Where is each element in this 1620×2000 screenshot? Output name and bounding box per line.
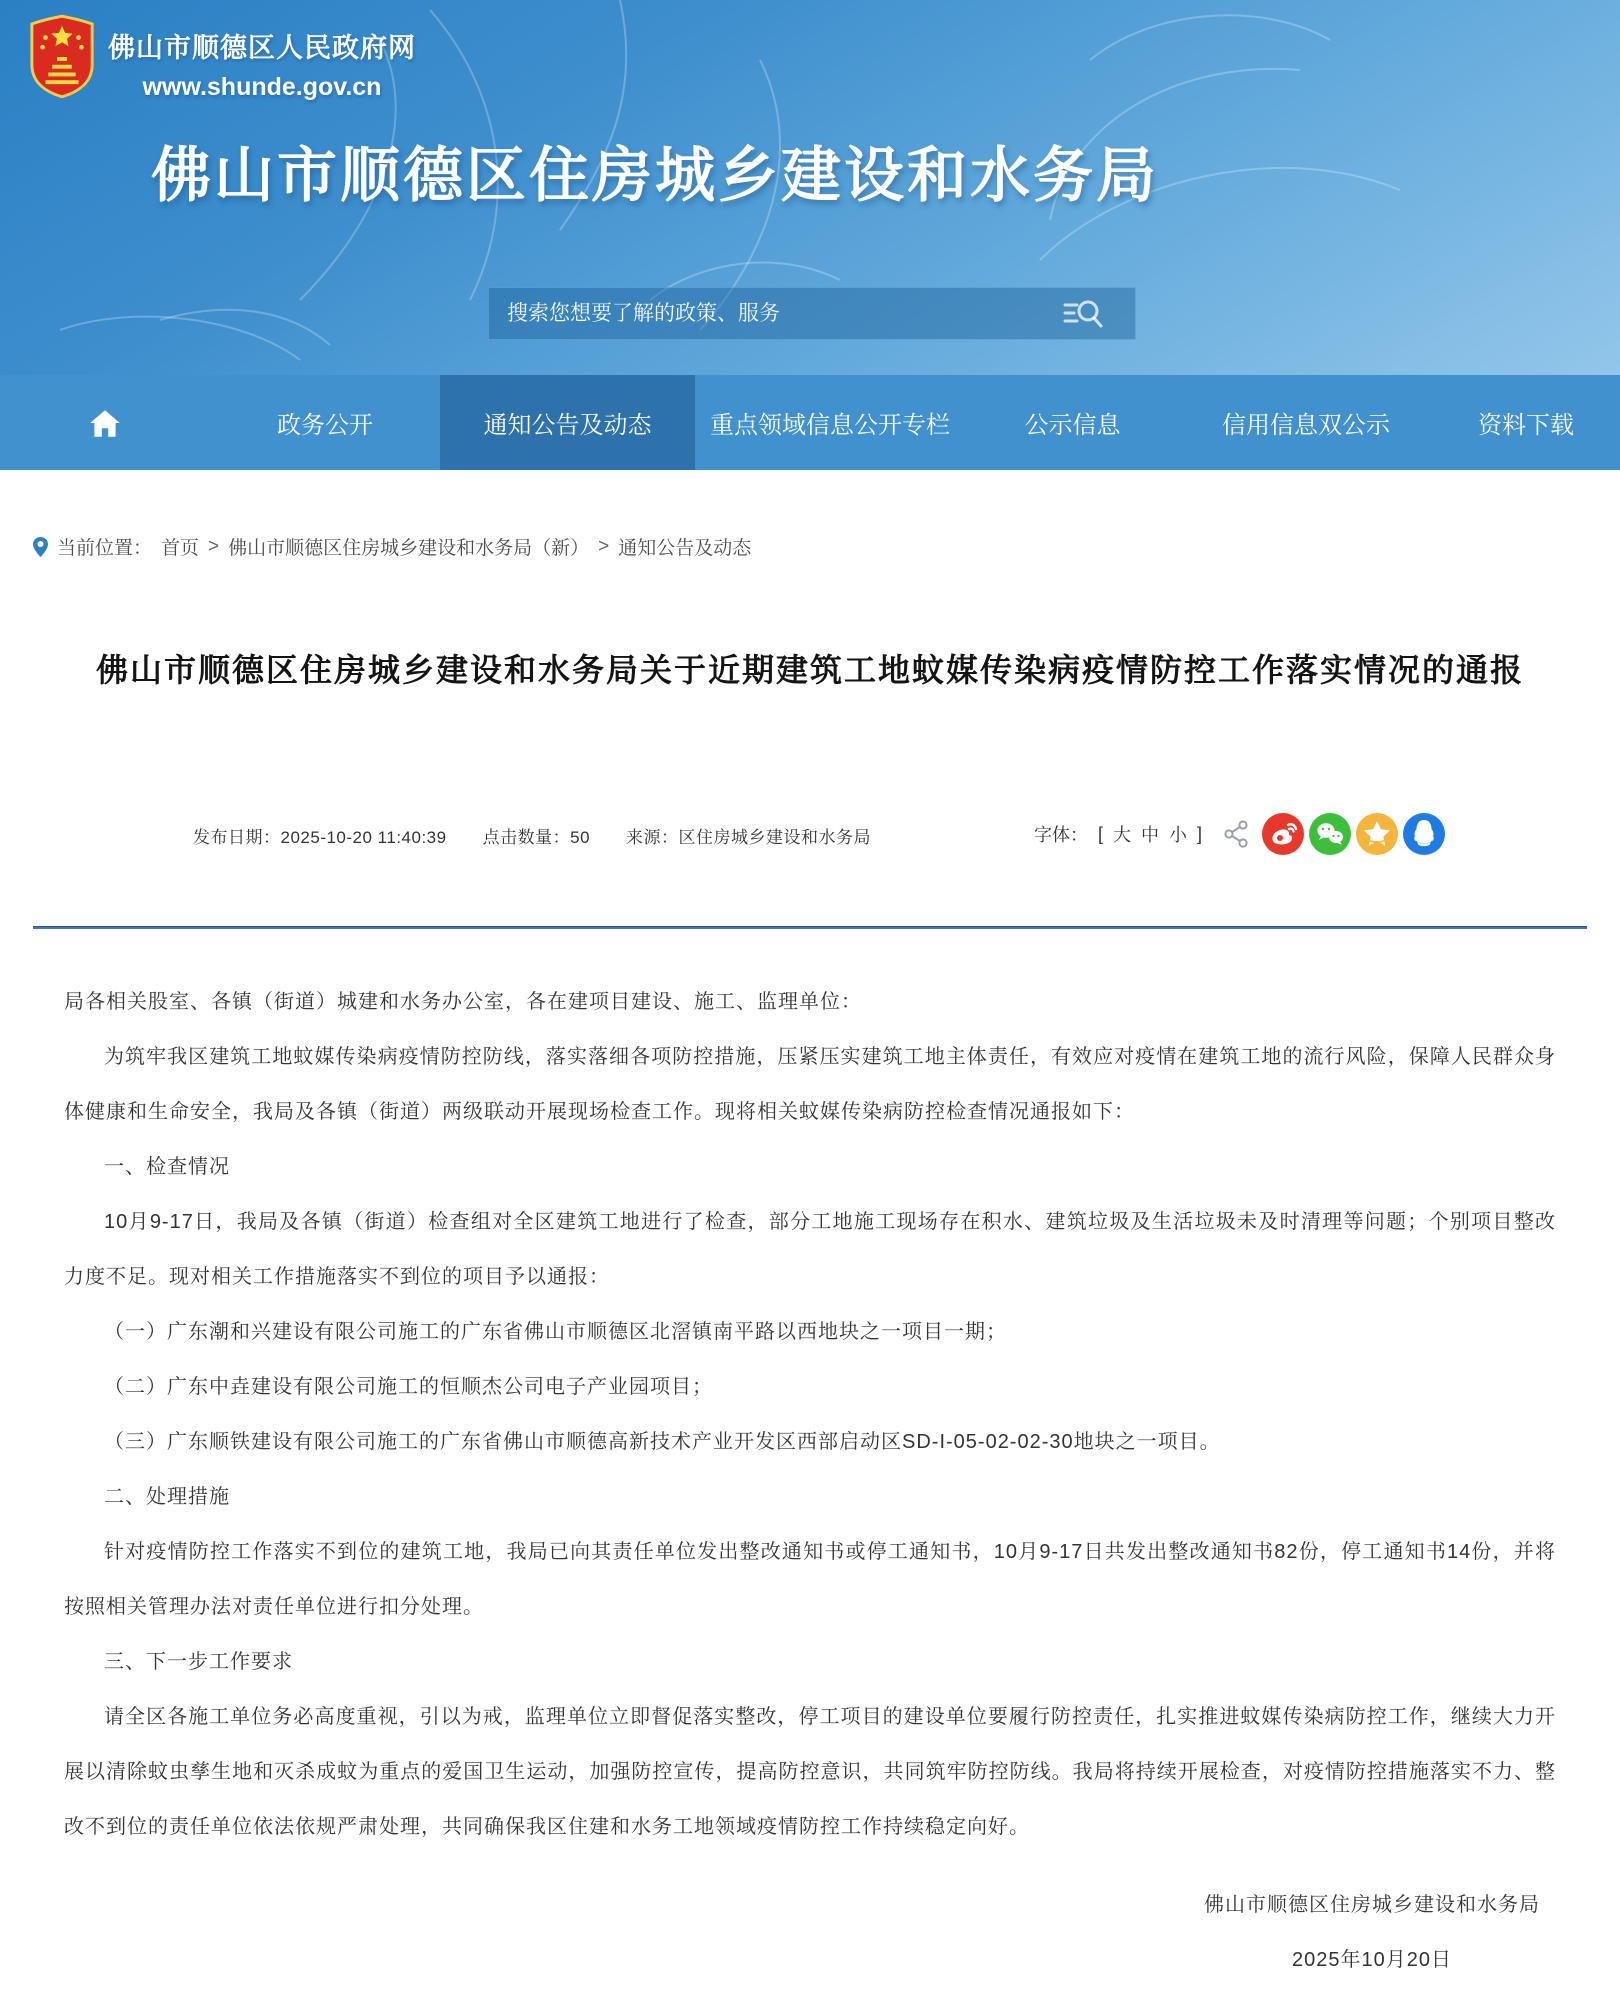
- site-identity: [108, 14, 416, 102]
- site-name: 佛山市顺德区人民政府网: [108, 33, 416, 63]
- site-url: www.shunde.gov.cn: [142, 73, 382, 101]
- article-section-heading: 一、检查情况: [104, 1156, 230, 1178]
- click-count-label: 点击数量：: [482, 828, 571, 847]
- click-count: [483, 823, 590, 848]
- font-bracket-close: ]: [1196, 823, 1202, 844]
- weibo-icon[interactable]: [1262, 813, 1304, 855]
- content-divider: [33, 926, 1587, 929]
- breadcrumb-separator: >: [598, 535, 610, 557]
- breadcrumb: [33, 533, 751, 560]
- home-icon: [87, 407, 123, 439]
- article-signature: [1188, 1878, 1556, 1988]
- signature-organization: 佛山市顺德区住房城乡建设和水务局: [1204, 1894, 1540, 1916]
- breadcrumb-home[interactable]: 首页: [161, 538, 200, 559]
- nav-item-notices-active[interactable]: 通知公告及动态: [440, 375, 695, 470]
- nav-item-public-info[interactable]: 公示信息: [1024, 412, 1121, 439]
- article-body: [64, 975, 1556, 1988]
- qq-icon[interactable]: [1403, 813, 1445, 855]
- site-logo[interactable]: [28, 14, 416, 102]
- article-section-heading: 二、处理措施: [104, 1486, 230, 1508]
- font-bracket-open: [: [1097, 823, 1103, 844]
- click-count-value: 50: [570, 828, 591, 847]
- department-banner-title: 佛山市顺德区住房城乡建设和水务局: [151, 142, 1159, 209]
- nav-item-gov-affairs[interactable]: 政务公开: [277, 412, 373, 439]
- font-size-large-button[interactable]: 大: [1112, 825, 1131, 845]
- source-label: 来源：: [626, 828, 679, 847]
- share-icon: [1223, 819, 1249, 849]
- font-size-label: 字体：: [1033, 825, 1088, 845]
- publish-date-label: 发布日期：: [193, 828, 281, 847]
- share-button[interactable]: [1221, 813, 1251, 855]
- nav-item-downloads[interactable]: 资料下载: [1478, 412, 1574, 439]
- article-tools: [1034, 812, 1445, 856]
- article-paragraph: 局各相关股室、各镇（街道）城建和水务办公室，各在建项目建设、施工、监理单位：: [64, 991, 862, 1013]
- article-paragraph: 为筑牢我区建筑工地蚊媒传染病疫情防控防线，落实落细各项防控措施，压紧压实建筑工地主体责任，有效应对疫情在建筑工地的流行风险，保障人民群众身体健康和生命安全，我局及各镇（街道）两级联动开展现场检查工作。现将相关蚊媒传染病防控检查情况通报如下：: [64, 1046, 1556, 1123]
- font-size-small-button[interactable]: 小: [1168, 825, 1187, 845]
- source-value: 区住房城乡建设和水务局: [678, 828, 872, 847]
- article-meta: [193, 823, 871, 848]
- breadcrumb-department[interactable]: 佛山市顺德区住房城乡建设和水务局（新）: [228, 538, 590, 559]
- search-box: [488, 287, 1136, 340]
- search-icon: [1061, 293, 1105, 335]
- article-list-item: （一）广东潮和兴建设有限公司施工的广东省佛山市顺德区北滘镇南平路以西地块之一项目一期；: [104, 1321, 1007, 1343]
- article-title: 佛山市顺德区住房城乡建设和水务局关于近期建筑工地蚊媒传染病疫情防控工作落实情况的通报: [95, 652, 1524, 689]
- article-list-item: （二）广东中垚建设有限公司施工的恒顺杰公司电子产业园项目；: [104, 1376, 713, 1398]
- nav-item-key-info[interactable]: 重点领域信息公开专栏: [710, 412, 950, 439]
- nav-item-home[interactable]: [0, 375, 210, 470]
- font-size-medium-button[interactable]: 中: [1140, 825, 1159, 845]
- main-navigation: [0, 375, 1620, 470]
- header-banner: [0, 0, 1620, 375]
- search-input[interactable]: [489, 288, 1049, 339]
- search-button[interactable]: [1061, 293, 1105, 335]
- article-paragraph: 针对疫情防控工作落实不到位的建筑工地，我局已向其责任单位发出整改通知书或停工通知书，10月9-17日共发出整改通知书82份，停工通知书14份，并将按照相关管理办法对责任单位进行扣分处理。: [64, 1541, 1556, 1618]
- article-paragraph: 请全区各施工单位务必高度重视，引以为戒，监理单位立即督促落实整改，停工项目的建设单位要履行防控责任，扎实推进蚊媒传染病防控工作，继续大力开展以清除蚊虫孳生地和灭杀成蚊为重点的爱国卫生运动，加强防控宣传，提高防控意识，共同筑牢防控防线。我局将持续开展检查，对疫情防控措施落实不力、整改不到位的责任单位依法依规严肃处理，共同确保我区住建和水务工地领域疫情防控工作持续稳定向好。: [64, 1706, 1556, 1838]
- nav-item-credit-info[interactable]: 信用信息双公示: [1222, 412, 1390, 439]
- font-size-widget: [1034, 821, 1202, 847]
- article-list-item: （三）广东顺铁建设有限公司施工的广东省佛山市顺德高新技术产业开发区西部启动区SD-I-05-02-02-30地块之一项目。: [104, 1431, 1221, 1453]
- article-section-heading: 三、下一步工作要求: [104, 1651, 293, 1673]
- article-meta-row: [0, 812, 1620, 856]
- breadcrumb-label: 当前位置：: [57, 538, 153, 559]
- breadcrumb-separator: >: [208, 535, 220, 557]
- breadcrumb-notices[interactable]: 通知公告及动态: [618, 538, 752, 559]
- national-emblem-icon: [28, 14, 96, 98]
- qzone-icon[interactable]: [1356, 813, 1398, 855]
- location-pin-icon: [33, 537, 48, 557]
- publish-date: [193, 823, 447, 848]
- publish-date-value: 2025-10-20 11:40:39: [280, 828, 447, 847]
- article-source: [626, 823, 871, 848]
- signature-date: 2025年10月20日: [1292, 1949, 1452, 1971]
- wechat-icon[interactable]: [1309, 813, 1351, 855]
- article-paragraph: 10月9-17日，我局及各镇（街道）检查组对全区建筑工地进行了检查，部分工地施工现场存在积水、建筑垃圾及生活垃圾未及时清理等问题；个别项目整改力度不足。现对相关工作措施落实不到位的项目予以通报：: [64, 1211, 1556, 1288]
